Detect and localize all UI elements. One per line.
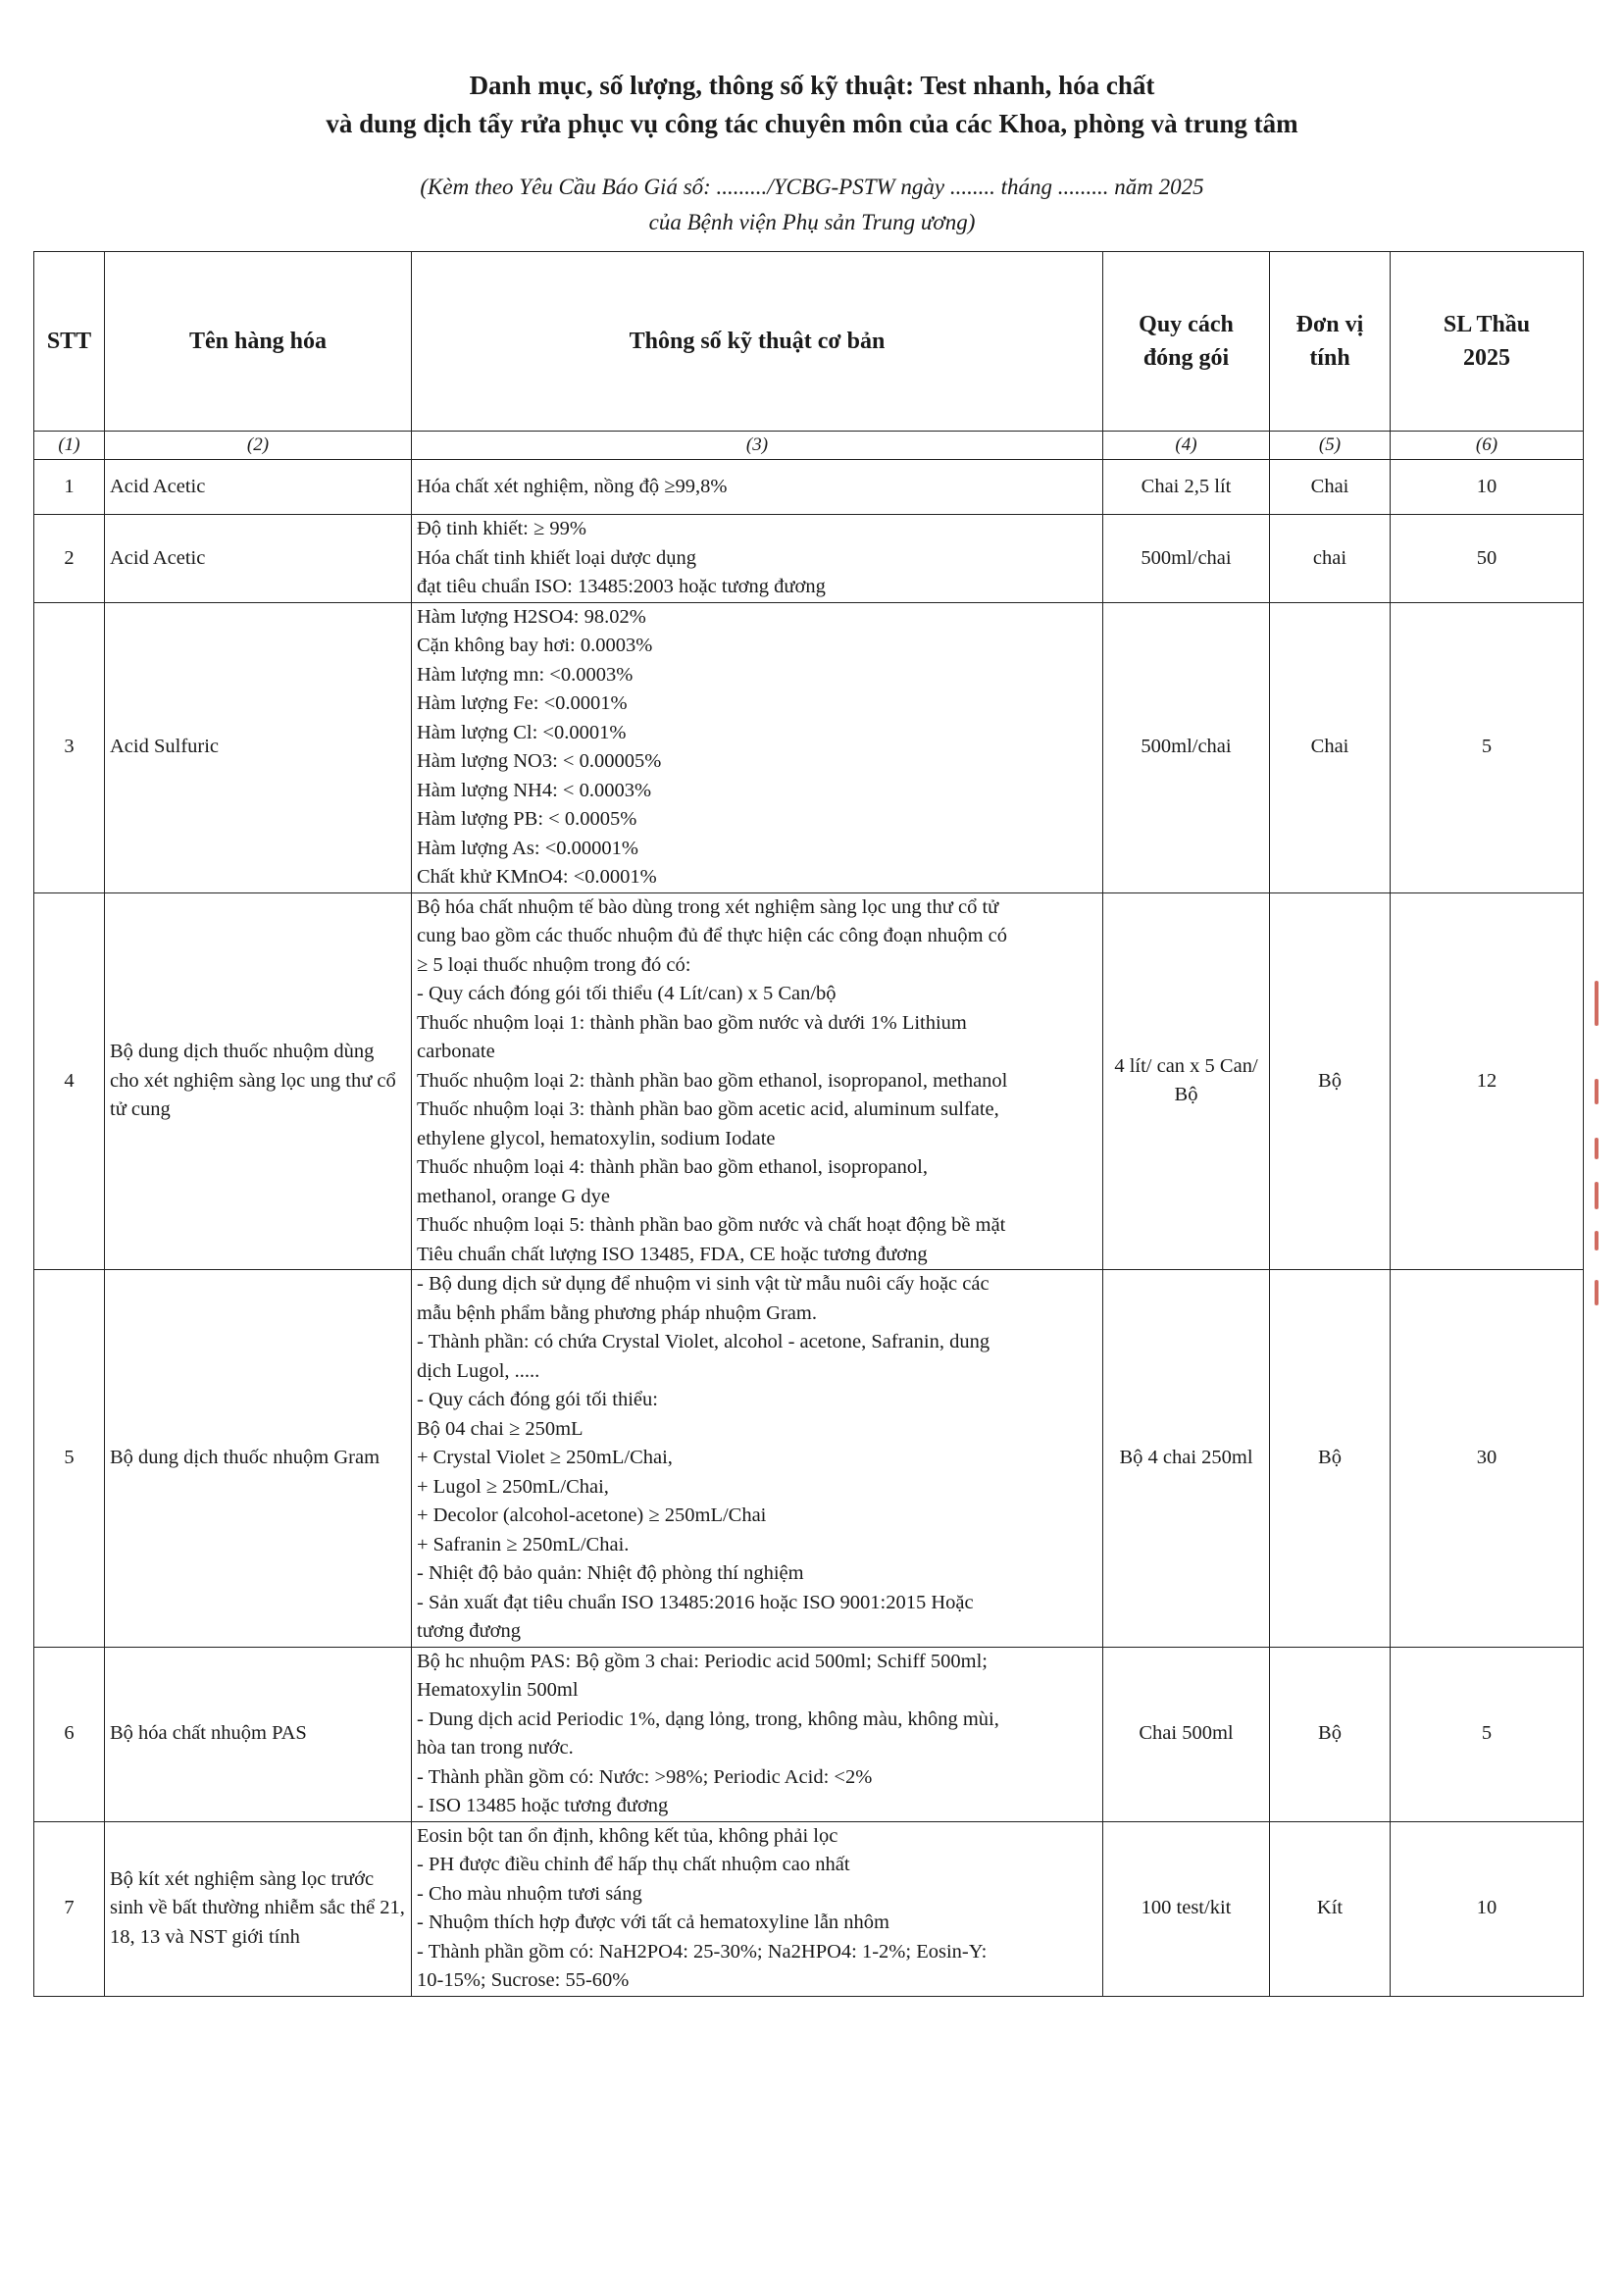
spec-line: - Thành phần gồm có: NaH2PO4: 25-30%; Na2HPO4: 1-2%; Eosin-Y: <box>417 1940 988 1963</box>
header-unit-line-1: Đơn vị <box>1295 312 1364 337</box>
cell-qty: 5 <box>1391 602 1584 892</box>
spec-line: Thuốc nhuộm loại 4: thành phần bao gồm ethanol, isopropanol, <box>417 1156 928 1178</box>
cell-stt: 3 <box>34 602 105 892</box>
cell-stt: 4 <box>34 892 105 1270</box>
column-index: (5) <box>1270 432 1391 460</box>
cell-pack: 500ml/chai <box>1103 515 1270 603</box>
cell-qty: 12 <box>1391 892 1584 1270</box>
spec-line: Thuốc nhuộm loại 3: thành phần bao gồm acetic acid, aluminum sulfate, <box>417 1098 999 1120</box>
spec-line: Hàm lượng Cl: <0.0001% <box>417 721 627 743</box>
cell-pack: Chai 2,5 lít <box>1103 460 1270 515</box>
spec-line: - ISO 13485 hoặc tương đương <box>417 1795 669 1816</box>
cell-name: Acid Sulfuric <box>105 602 412 892</box>
spec-line: đạt tiêu chuẩn ISO: 13485:2003 hoặc tương đương <box>417 576 826 597</box>
spec-line: Hàm lượng NH4: < 0.0003% <box>417 779 652 801</box>
cell-qty: 10 <box>1391 1821 1584 1996</box>
cell-pack: 500ml/chai <box>1103 602 1270 892</box>
spec-line: - Dung dịch acid Periodic 1%, dạng lỏng, trong, không màu, không mùi, <box>417 1708 999 1730</box>
cell-spec <box>412 1821 1103 1996</box>
column-index: (4) <box>1103 432 1270 460</box>
scan-margin-marks <box>1585 981 1614 1314</box>
spec-line: Cặn không bay hơi: 0.0003% <box>417 635 653 656</box>
spec-line: ≥ 5 loại thuốc nhuộm trong đó có: <box>417 953 691 976</box>
spec-line: Độ tinh khiết: ≥ 99% <box>417 518 586 539</box>
spec-line: Thuốc nhuộm loại 1: thành phần bao gồm nước và dưới 1% Lithium <box>417 1011 967 1034</box>
cell-pack: Chai 500ml <box>1103 1647 1270 1821</box>
spec-line: + Decolor (alcohol-acetone) ≥ 250mL/Chai <box>417 1504 767 1526</box>
cell-name: Acid Acetic <box>105 515 412 603</box>
cell-pack: 100 test/kit <box>1103 1821 1270 1996</box>
spec-line: tương đương <box>417 1620 521 1642</box>
cell-spec <box>412 892 1103 1270</box>
spec-line: Hàm lượng NO3: < 0.00005% <box>417 750 662 772</box>
spec-line: Hóa chất tinh khiết loại dược dụng <box>417 546 696 569</box>
spec-line: - Thành phần: có chứa Crystal Violet, alcohol - acetone, Safranin, dung <box>417 1331 990 1352</box>
cell-stt: 6 <box>34 1647 105 1821</box>
column-index: (6) <box>1391 432 1584 460</box>
cell-name: Bộ hóa chất nhuộm PAS <box>105 1647 412 1821</box>
column-index: (3) <box>412 432 1103 460</box>
spec-line: carbonate <box>417 1041 495 1062</box>
cell-stt: 7 <box>34 1821 105 1996</box>
column-index-row <box>34 432 1584 460</box>
header-qty <box>1391 252 1584 432</box>
spec-line: Thuốc nhuộm loại 5: thành phần bao gồm nước và chất hoạt động bề mặt <box>417 1214 1006 1236</box>
spec-line: + Crystal Violet ≥ 250mL/Chai, <box>417 1447 673 1468</box>
header-pack <box>1103 252 1270 432</box>
cell-qty: 5 <box>1391 1647 1584 1821</box>
cell-name: Bộ kít xét nghiệm sàng lọc trước sinh về bất thường nhiễm sắc thể 21, 18, 13 và NST giới tính <box>105 1821 412 1996</box>
cell-spec <box>412 1647 1103 1821</box>
spec-line: - Nhiệt độ bảo quản: Nhiệt độ phòng thí nghiệm <box>417 1562 804 1584</box>
cell-qty: 50 <box>1391 515 1584 603</box>
spec-line: dịch Lugol, ..... <box>417 1359 540 1382</box>
cell-stt: 5 <box>34 1270 105 1648</box>
spec-line: Chất khử KMnO4: <0.0001% <box>417 866 657 888</box>
header-name: Tên hàng hóa <box>105 252 412 432</box>
cell-spec <box>412 515 1103 603</box>
spec-line: - Nhuộm thích hợp được với tất cả hematoxyline lẫn nhôm <box>417 1912 890 1933</box>
spec-line: hòa tan trong nước. <box>417 1737 574 1759</box>
spec-line: Hematoxylin 500ml <box>417 1679 579 1701</box>
spec-line: methanol, orange G dye <box>417 1185 610 1207</box>
header-pack-line-1: Quy cách <box>1139 312 1234 337</box>
cell-stt: 1 <box>34 460 105 515</box>
goods-spec-table <box>33 251 1584 1997</box>
table-row <box>34 892 1584 1270</box>
cell-name: Bộ dung dịch thuốc nhuộm Gram <box>105 1270 412 1648</box>
spec-line: 10-15%; Sucrose: 55-60% <box>417 1969 630 1991</box>
header-unit-line-2: tính <box>1309 345 1350 371</box>
table-row <box>34 602 1584 892</box>
spec-line: Hàm lượng Fe: <0.0001% <box>417 692 628 714</box>
spec-line: - Sản xuất đạt tiêu chuẩn ISO 13485:2016 hoặc ISO 9001:2015 Hoặc <box>417 1591 974 1613</box>
cell-unit: Chai <box>1270 460 1391 515</box>
spec-line: Hàm lượng PB: < 0.0005% <box>417 808 637 830</box>
spec-line: Hàm lượng As: <0.00001% <box>417 837 638 859</box>
cell-qty: 30 <box>1391 1270 1584 1648</box>
header-pack-line-2: đóng gói <box>1142 345 1230 371</box>
cell-unit: Chai <box>1270 602 1391 892</box>
document-subtitle-line-2: của Bệnh viện Phụ sản Trung ương) <box>648 210 976 234</box>
header-spec: Thông số kỹ thuật cơ bản <box>412 252 1103 432</box>
table-body <box>34 460 1584 1997</box>
cell-spec <box>412 460 1103 515</box>
spec-line: Bộ hóa chất nhuộm tế bào dùng trong xét nghiệm sàng lọc ung thư cổ tử <box>417 895 999 918</box>
spec-line: mẫu bệnh phẩm bằng phương pháp nhuộm Gram. <box>417 1301 817 1324</box>
cell-stt: 2 <box>34 515 105 603</box>
table-row <box>34 515 1584 603</box>
spec-line: - PH được điều chỉnh để hấp thụ chất nhuộm cao nhất <box>417 1854 850 1875</box>
spec-line: - Thành phần gồm có: Nước: >98%; Periodic Acid: <2% <box>417 1765 873 1788</box>
spec-line: - Quy cách đóng gói tối thiểu: <box>417 1389 658 1410</box>
spec-line: cung bao gồm các thuốc nhuộm đủ để thực hiện các công đoạn nhuộm có <box>417 925 1008 946</box>
spec-line: Eosin bột tan ổn định, không kết tủa, không phải lọc <box>417 1824 838 1847</box>
table-row <box>34 460 1584 515</box>
cell-pack: 4 lít/ can x 5 Can/ Bộ <box>1103 892 1270 1270</box>
table-row <box>34 1647 1584 1821</box>
header-unit <box>1270 252 1391 432</box>
document-title-line-2: và dung dịch tẩy rửa phục vụ công tác chuyên môn của các Khoa, phòng và trung tâm <box>326 109 1298 138</box>
spec-line: + Safranin ≥ 250mL/Chai. <box>417 1533 630 1555</box>
spec-line: Bộ 04 chai ≥ 250mL <box>417 1417 584 1440</box>
cell-qty: 10 <box>1391 460 1584 515</box>
document-title-line-1: Danh mục, số lượng, thông số kỹ thuật: Test nhanh, hóa chất <box>469 71 1155 100</box>
spec-line: Hàm lượng H2SO4: 98.02% <box>417 605 646 628</box>
spec-line: Tiêu chuẩn chất lượng ISO 13485, FDA, CE hoặc tương đương <box>417 1243 928 1265</box>
table-row <box>34 1821 1584 1996</box>
spec-line: - Quy cách đóng gói tối thiểu (4 Lít/can) x 5 Can/bộ <box>417 983 837 1004</box>
spec-line: + Lugol ≥ 250mL/Chai, <box>417 1475 609 1498</box>
header-stt: STT <box>34 252 105 432</box>
document-subtitle-line-1: (Kèm theo Yêu Cầu Báo Giá số: ........./YCBG-PSTW ngày ........ tháng ......... năm 2025 <box>420 175 1204 199</box>
spec-line: Thuốc nhuộm loại 2: thành phần bao gồm ethanol, isopropanol, methanol <box>417 1069 1008 1092</box>
cell-unit: Bộ <box>1270 1270 1391 1648</box>
spec-line: Bộ hc nhuộm PAS: Bộ gồm 3 chai: Periodic acid 500ml; Schiff 500ml; <box>417 1650 988 1672</box>
cell-unit: chai <box>1270 515 1391 603</box>
column-index: (2) <box>105 432 412 460</box>
cell-name: Bộ dung dịch thuốc nhuộm dùng cho xét nghiệm sàng lọc ung thư cổ tử cung <box>105 892 412 1270</box>
header-qty-line-2: 2025 <box>1463 345 1510 371</box>
header-qty-line-1: SL Thầu <box>1443 312 1531 337</box>
spec-line: Hàm lượng mn: <0.0003% <box>417 663 634 686</box>
spec-line: Hóa chất xét nghiệm, nồng độ ≥99,8% <box>417 475 728 497</box>
cell-spec <box>412 1270 1103 1648</box>
cell-unit: Bộ <box>1270 892 1391 1270</box>
table-header-row <box>34 252 1584 432</box>
cell-spec <box>412 602 1103 892</box>
spec-line: - Bộ dung dịch sử dụng để nhuộm vi sinh vật từ mẫu nuôi cấy hoặc các <box>417 1273 990 1295</box>
spec-line: - Cho màu nhuộm tươi sáng <box>417 1882 642 1905</box>
spec-line: ethylene glycol, hematoxylin, sodium Iodate <box>417 1127 776 1149</box>
cell-name: Acid Acetic <box>105 460 412 515</box>
cell-unit: Kít <box>1270 1821 1391 1996</box>
table-row <box>34 1270 1584 1648</box>
cell-unit: Bộ <box>1270 1647 1391 1821</box>
cell-pack: Bộ 4 chai 250ml <box>1103 1270 1270 1648</box>
column-index: (1) <box>34 432 105 460</box>
